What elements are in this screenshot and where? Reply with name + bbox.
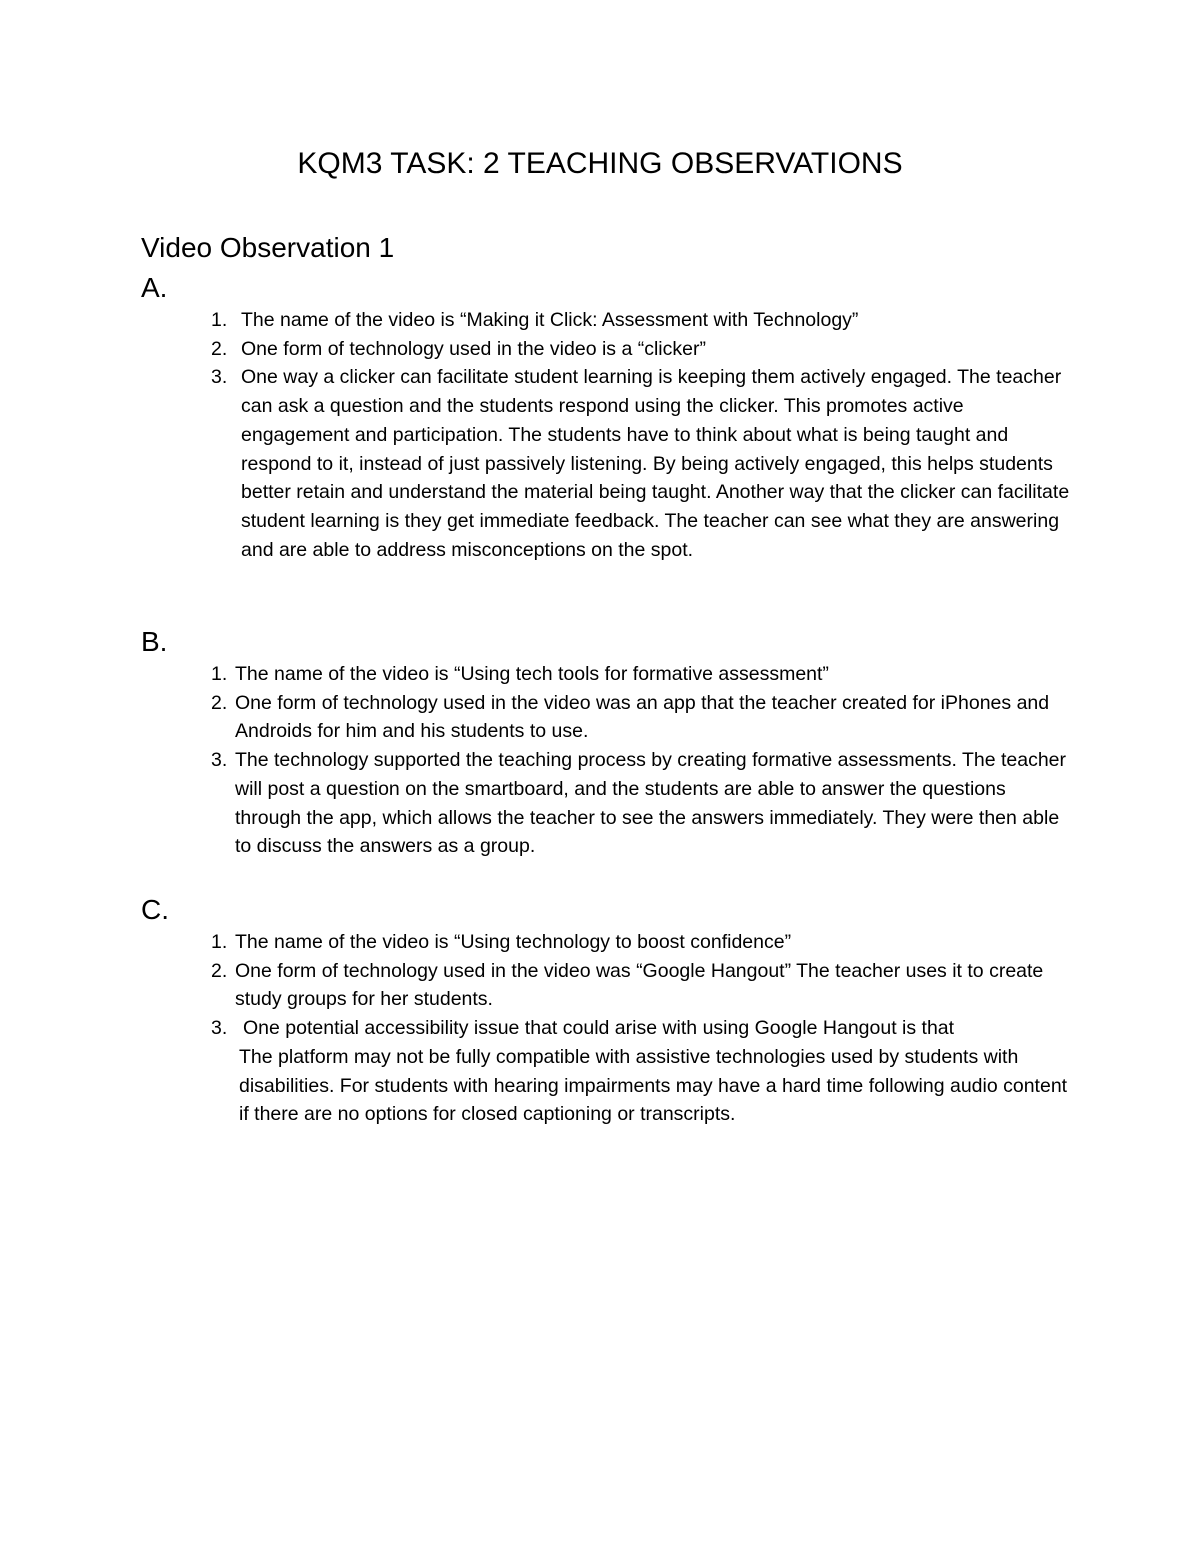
list-item-text: The name of the video is “Using tech tools for formative assessment” bbox=[235, 663, 829, 685]
section-a-list bbox=[211, 306, 1071, 564]
list-item-number: 2. bbox=[211, 691, 228, 714]
list-item-number: 2. bbox=[211, 337, 228, 360]
list-item-text-block bbox=[239, 1014, 1071, 1129]
document-title: KQM3 TASK: 2 TEACHING OBSERVATIONS bbox=[297, 147, 903, 180]
list-item-text: The name of the video is “Making it Click: Assessment with Technology” bbox=[241, 309, 859, 331]
list-item-text: The technology supported the teaching process by creating formative assessments. The teacher will post a question on the smartboard, and the students are able to answer the questions through the app, which allows the teacher to see the answers immediately. They were then able to discuss the answers as a group. bbox=[235, 749, 1067, 858]
list-item-number: 3. bbox=[211, 366, 228, 389]
list-item bbox=[211, 689, 1071, 746]
list-item bbox=[211, 1014, 1071, 1129]
list-item-text: One form of technology used in the video was “Google Hangout” The teacher uses it to create study groups for her students. bbox=[235, 959, 1044, 1011]
section-b-label: B. bbox=[141, 626, 168, 657]
list-item-text: One form of technology used in the video is a “clicker” bbox=[241, 337, 706, 360]
list-item bbox=[211, 957, 1071, 1014]
list-item-number: 1. bbox=[211, 309, 228, 331]
list-item bbox=[211, 335, 1071, 364]
section-b-list bbox=[211, 660, 1071, 861]
list-item-number: 2. bbox=[211, 959, 228, 982]
list-item bbox=[211, 306, 1071, 335]
list-item-number: 3. bbox=[211, 1017, 228, 1040]
list-item bbox=[211, 660, 1071, 689]
list-item-number: 1. bbox=[211, 931, 228, 953]
section-a-label: A. bbox=[141, 272, 168, 303]
list-item bbox=[211, 928, 1071, 957]
list-item-text: One potential accessibility issue that could arise with using Google Hangout is that bbox=[243, 1017, 955, 1040]
list-item-number: 3. bbox=[211, 749, 228, 772]
observation-heading: Video Observation 1 bbox=[141, 232, 395, 263]
list-item-text-continued: The platform may not be fully compatible with assistive technologies used by students with disabilities. For students with hearing impairments may have a hard time following audio content if there are no options for closed captioning or transcripts. bbox=[239, 1045, 1068, 1126]
section-c-label: C. bbox=[141, 894, 169, 925]
list-item bbox=[211, 363, 1071, 564]
list-item-number: 1. bbox=[211, 663, 228, 685]
list-item-text: One way a clicker can facilitate student learning is keeping them actively engaged. The teacher can ask a question and the students respond using the clicker. This promotes active engagement and participation. The students have to think about what is being taught and respond to it, instead of just passively listening. By being actively engaged, this helps students better retain and understand the material being taught. Another way that the clicker can facilitate student learning is they get immediate feedback. The teacher can see what they are answering and are able to address misconceptions on the spot. bbox=[241, 366, 1070, 561]
list-item bbox=[211, 746, 1071, 861]
list-item-text: The name of the video is “Using technology to boost confidence” bbox=[235, 931, 792, 953]
section-c-list bbox=[211, 928, 1071, 1129]
list-item-text: One form of technology used in the video was an app that the teacher created for iPhones and Androids for him and his students to use. bbox=[235, 691, 1050, 743]
